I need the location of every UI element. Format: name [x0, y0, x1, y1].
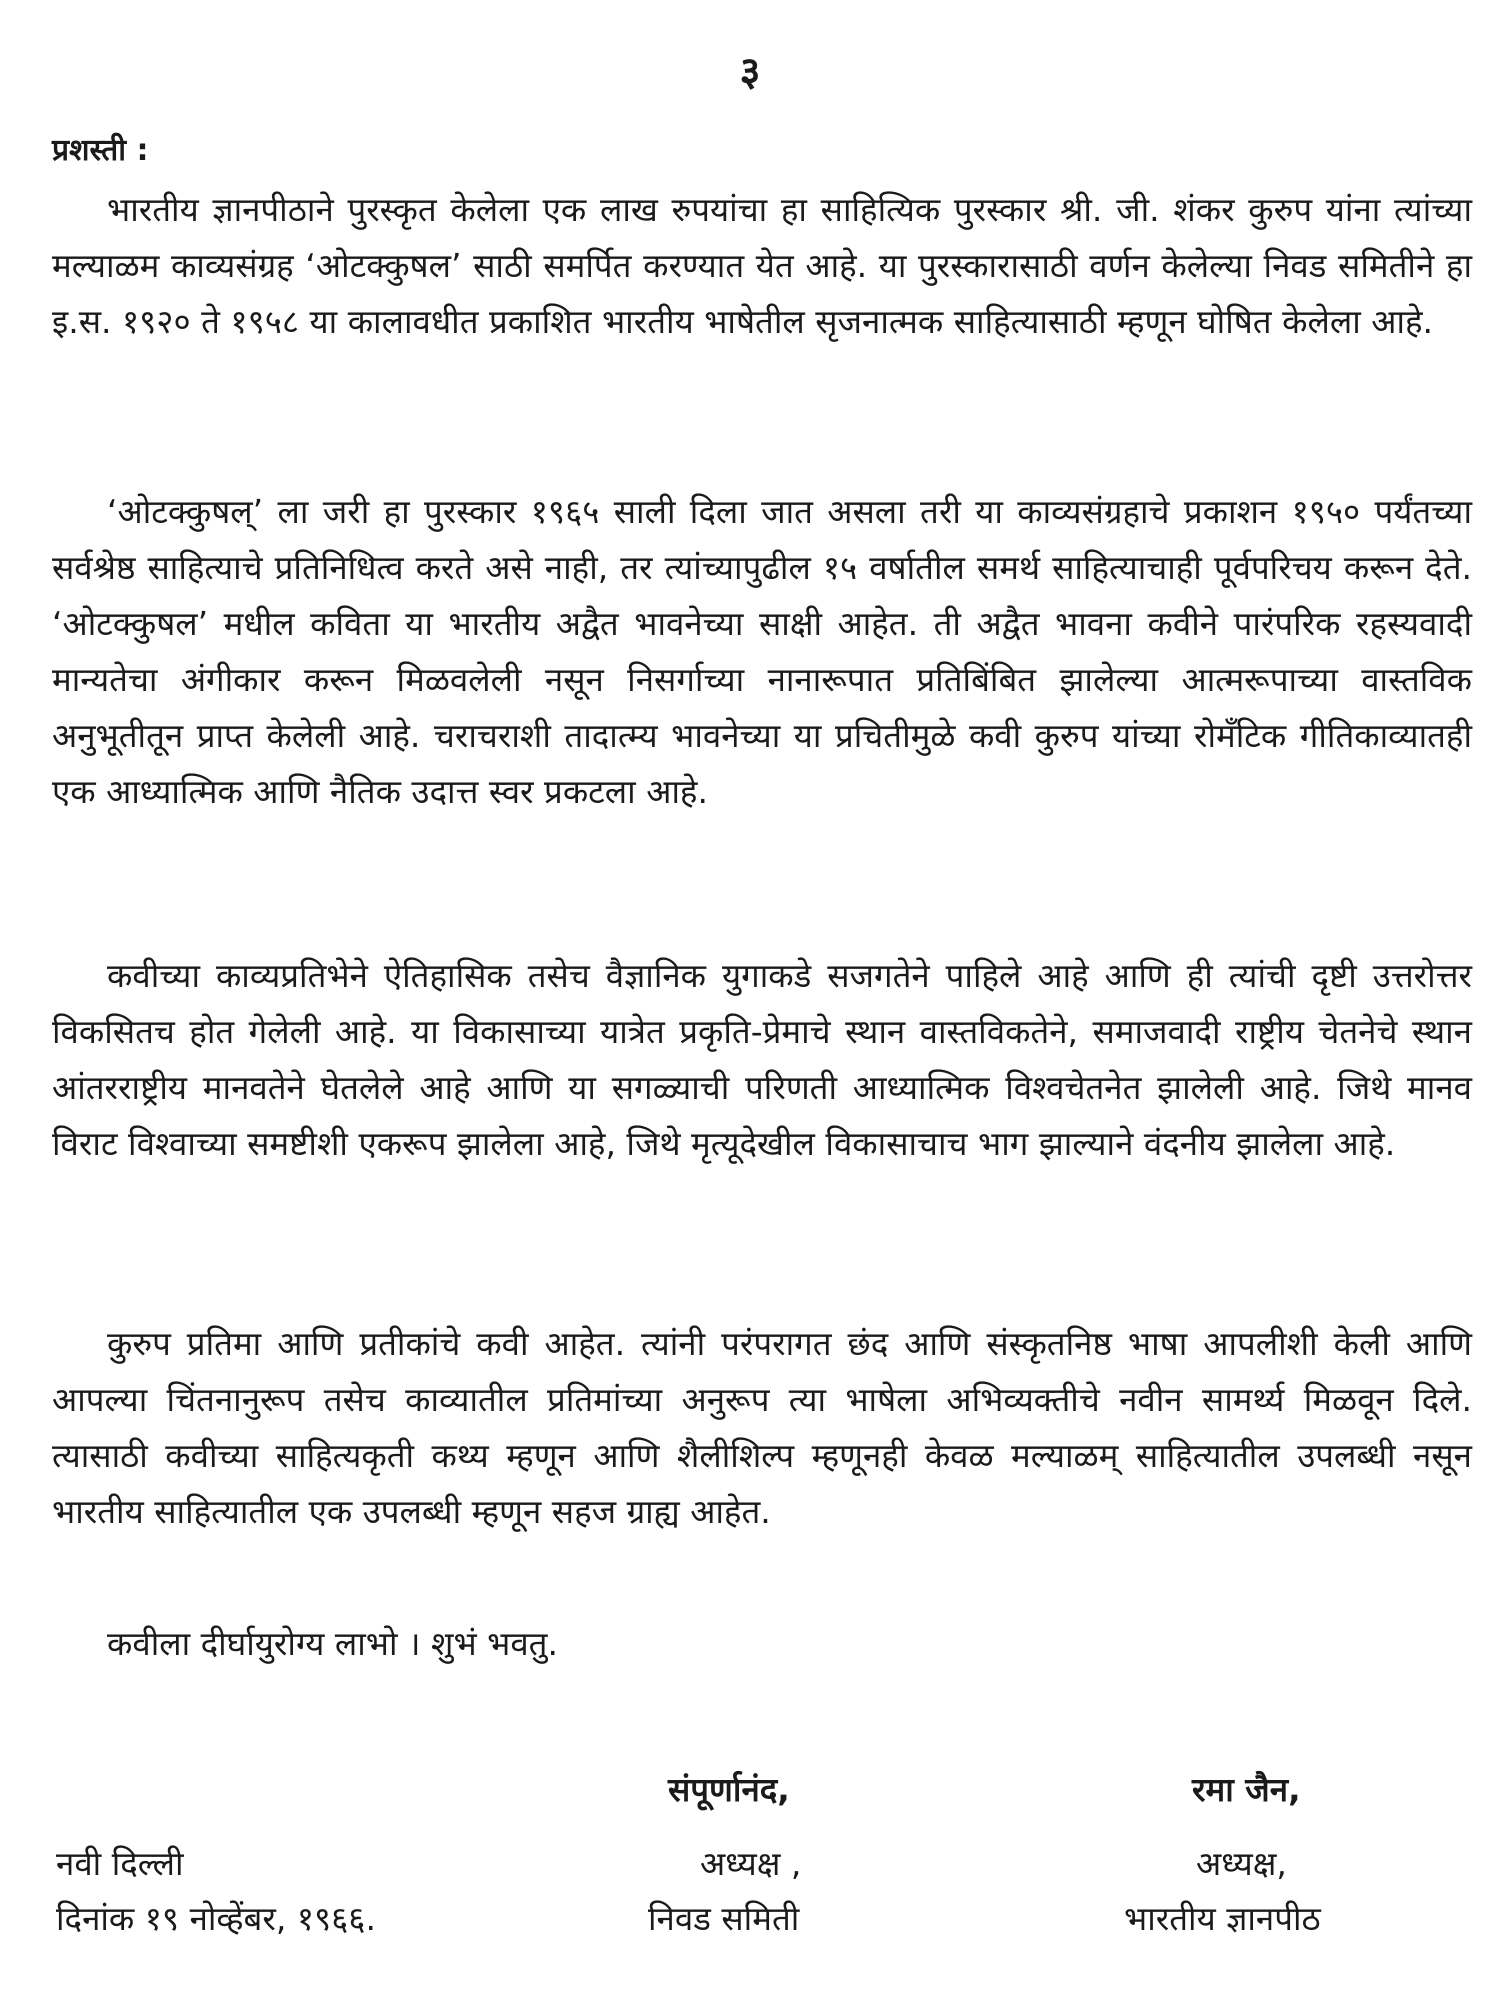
date: दिनांक १९ नोव्हेंबर, १९६६.	[56, 1899, 376, 1938]
signatory-2-organization: भारतीय ज्ञानपीठ	[1124, 1899, 1321, 1938]
paragraph-text: ‘ओटक्कुषल्’ ला जरी हा पुरस्कार १९६५ साली दिला जात असला तरी या काव्यसंग्रहाचे प्रकाशन १९५० पर्यंतच्या सर्वश्रेष्ठ साहित्याचे प्रतिनिधित्व करते असे नाही, तर त्यांच्यापुढील १५ वर्षातील समर्थ साहित्याचाही पूर्वपरिचय करून देते. ‘ओटक्कुषल’ मधील कविता या भारतीय अद्वैत भावनेच्या साक्षी आहेत. ती अद्वैत भावना कवीने पारंपरिक रहस्यवादी मान्यतेचा अंगीकार करून मिळवलेली नसून निसर्गाच्या नानारूपात प्रतिबिंबित झालेल्या आत्मरूपाच्या वास्तविक अनुभूतीतून प्राप्त केलेली आहे. चराचराशी तादात्म्य भावनेच्या या प्रचितीमुळे कवी कुरुप यांच्या रोमॅंटिक गीतिकाव्यातही एक आध्यात्मिक आणि नैतिक उदात्त स्वर प्रकटला आहे.	[52, 492, 1472, 811]
signatory-1-organization: निवड समिती	[648, 1899, 800, 1938]
paragraph-text: कुरुप प्रतिमा आणि प्रतीकांचे कवी आहेत. त्यांनी परंपरागत छंद आणि संस्कृतनिष्ठ भाषा आपलीशी केली आणि आपल्या चिंतनानुरूप तसेच काव्यातील प्रतिमांच्या अनुरूप त्या भाषेला अभिव्यक्तीचे नवीन सामर्थ्य मिळवून दिले. त्यासाठी कवीच्या साहित्यकृती कथ्य म्हणून आणि शैलीशिल्प म्हणूनही केवळ मल्याळम् साहित्यातील उपलब्धी नसून भारतीय साहित्यातील एक उपलब्धी म्हणून सहज ग्राह्य आहेत.	[52, 1324, 1472, 1531]
signatory-2-role: अध्यक्ष,	[1196, 1844, 1287, 1883]
paragraph-text: कवीच्या काव्यप्रतिभेने ऐतिहासिक तसेच वैज्ञानिक युगाकडे सजगतेने पाहिले आहे आणि ही त्यांची दृष्टी उत्तरोत्तर विकसितच होत गेलेली आहे. या विकासाच्या यात्रेत प्रकृति-प्रेमाचे स्थान वास्तविकतेने, समाजवादी राष्ट्रीय चेतनेचे स्थान आंतरराष्ट्रीय मानवतेने घेतलेले आहे आणि या सगळ्याची परिणती आध्यात्मिक विश्वचेतनेत झालेली आहे. जिथे मानव विराट विश्वाच्या समष्टीशी एकरूप झालेला आहे, जिथे मृत्यूदेखील विकासाचाच भाग झाल्याने वंदनीय झालेला आहे.	[52, 956, 1472, 1163]
section-heading: प्रशस्ती :	[52, 133, 149, 168]
paragraph-1	[52, 182, 1472, 350]
paragraph-3	[52, 948, 1472, 1172]
paragraph-5	[52, 1616, 1472, 1672]
signatory-1-role: अध्यक्ष ,	[700, 1844, 802, 1883]
paragraph-4	[52, 1316, 1472, 1540]
place: नवी दिल्ली	[56, 1844, 184, 1883]
paragraph-text: भारतीय ज्ञानपीठाने पुरस्कृत केलेला एक लाख रुपयांचा हा साहित्यिक पुरस्कार श्री. जी. शंकर कुरुप यांना त्यांच्या मल्याळम काव्यसंग्रह ‘ओटक्कुषल’ साठी समर्पित करण्यात येत आहे. या पुरस्कारासाठी वर्णन केलेल्या निवड समितीने हा इ.स. १९२० ते १९५८ या कालावधीत प्रकाशित भारतीय भाषेतील सृजनात्मक साहित्यासाठी म्हणून घोषित केलेला आहे.	[52, 190, 1472, 341]
closing-blessing: कवीला दीर्घायुरोग्य लाभो । शुभं भवतु.	[107, 1624, 558, 1663]
paragraph-2	[52, 484, 1472, 820]
signatory-1-name: संपूर्णानंद,	[668, 1770, 790, 1809]
page-number: ३	[739, 49, 761, 95]
signatory-2-name: रमा जैन,	[1192, 1770, 1301, 1809]
